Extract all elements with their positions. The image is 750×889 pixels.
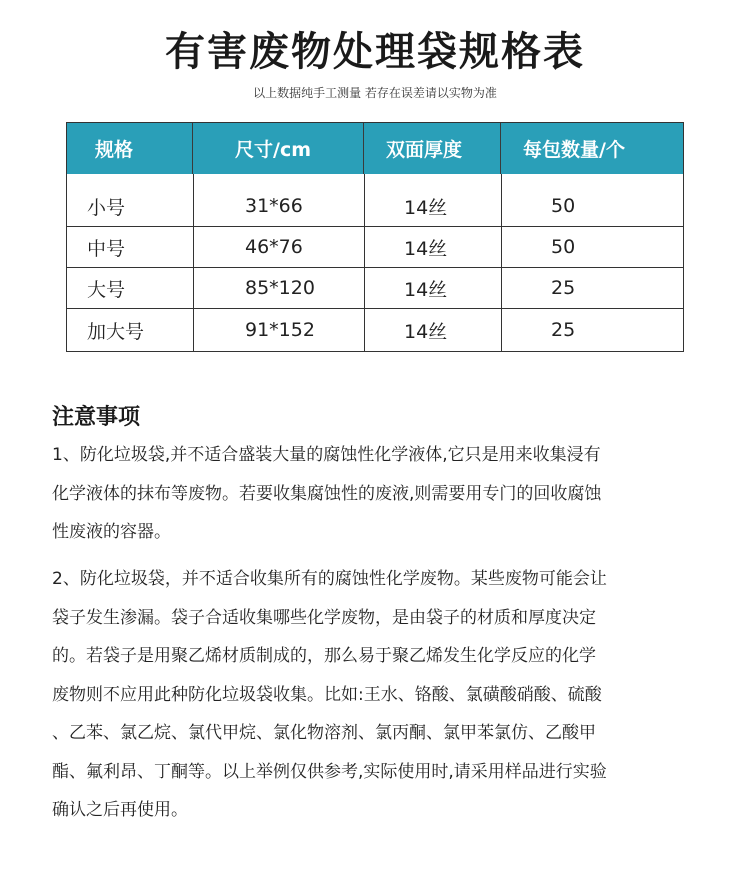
header-dimensions: 尺寸/cm xyxy=(193,123,364,174)
cell-thickness: 14丝 xyxy=(404,278,448,301)
cell-dimensions: 46*76 xyxy=(245,236,303,258)
note-line: 袋子发生渗漏。袋子合适收集哪些化学废物，是由袋子的材质和厚度决定 xyxy=(52,607,596,628)
cell-pack-quantity: 50 xyxy=(551,195,576,217)
table-row xyxy=(67,186,683,227)
cell-size-class: 大号 xyxy=(87,278,126,301)
table-row xyxy=(67,227,683,268)
table-row xyxy=(67,309,683,351)
cell-size-class: 加大号 xyxy=(87,320,145,343)
table-header xyxy=(67,123,683,174)
note-line: 化学液体的抹布等废物。若要收集腐蚀性的废液,则需要用专门的回收腐蚀 xyxy=(52,483,602,504)
note-line: 性废液的容器。 xyxy=(52,522,171,542)
cell-size-class: 小号 xyxy=(87,196,126,219)
note-item-1 xyxy=(52,436,702,552)
note-line: 废物则不应用此种防化垃圾袋收集。比如:王水、铬酸、氯磺酸硝酸、硫酸 xyxy=(52,684,602,705)
table-body xyxy=(67,174,683,351)
cell-dimensions: 91*152 xyxy=(245,319,315,341)
cell-thickness: 14丝 xyxy=(404,196,448,219)
notes-heading: 注意事项 xyxy=(52,405,141,430)
cell-dimensions: 85*120 xyxy=(245,277,315,299)
note-line: 、乙苯、氯乙烷、氯代甲烷、氯化物溶剂、氯丙酮、氯甲苯氯仿、乙酸甲 xyxy=(52,723,596,743)
header-pack-quantity: 每包数量/个 xyxy=(523,139,625,161)
cell-size-class: 中号 xyxy=(87,237,126,260)
cell-pack-quantity: 25 xyxy=(551,277,576,299)
measurement-disclaimer: 以上数据纯手工测量 若存在误差请以实物为准 xyxy=(253,86,497,100)
cell-dimensions: 31*66 xyxy=(245,195,303,217)
note-line: 1、防化垃圾袋,并不适合盛装大量的腐蚀性化学液体,它只是用来收集浸有 xyxy=(52,445,601,465)
note-line: 的。若袋子是用聚乙烯材质制成的，那么易于聚乙烯发生化学反应的化学 xyxy=(52,646,596,666)
cell-pack-quantity: 25 xyxy=(551,319,576,341)
cell-thickness: 14丝 xyxy=(404,320,448,343)
page-title: 有害废物处理袋规格表 xyxy=(165,29,585,75)
note-line: 确认之后再使用。 xyxy=(52,800,188,820)
note-line: 酯、氟利昂、丁酮等。以上举例仅供参考,实际使用时,请采用样品进行实验 xyxy=(52,761,607,782)
spec-table xyxy=(66,122,684,352)
note-item-2 xyxy=(52,560,702,830)
header-thickness: 双面厚度 xyxy=(364,123,501,174)
cell-thickness: 14丝 xyxy=(404,237,448,260)
note-line: 2、防化垃圾袋，并不适合收集所有的腐蚀性化学废物。某些废物可能会让 xyxy=(52,569,607,589)
cell-pack-quantity: 50 xyxy=(551,236,576,258)
table-row xyxy=(67,268,683,309)
header-size-class: 规格 xyxy=(67,123,193,174)
